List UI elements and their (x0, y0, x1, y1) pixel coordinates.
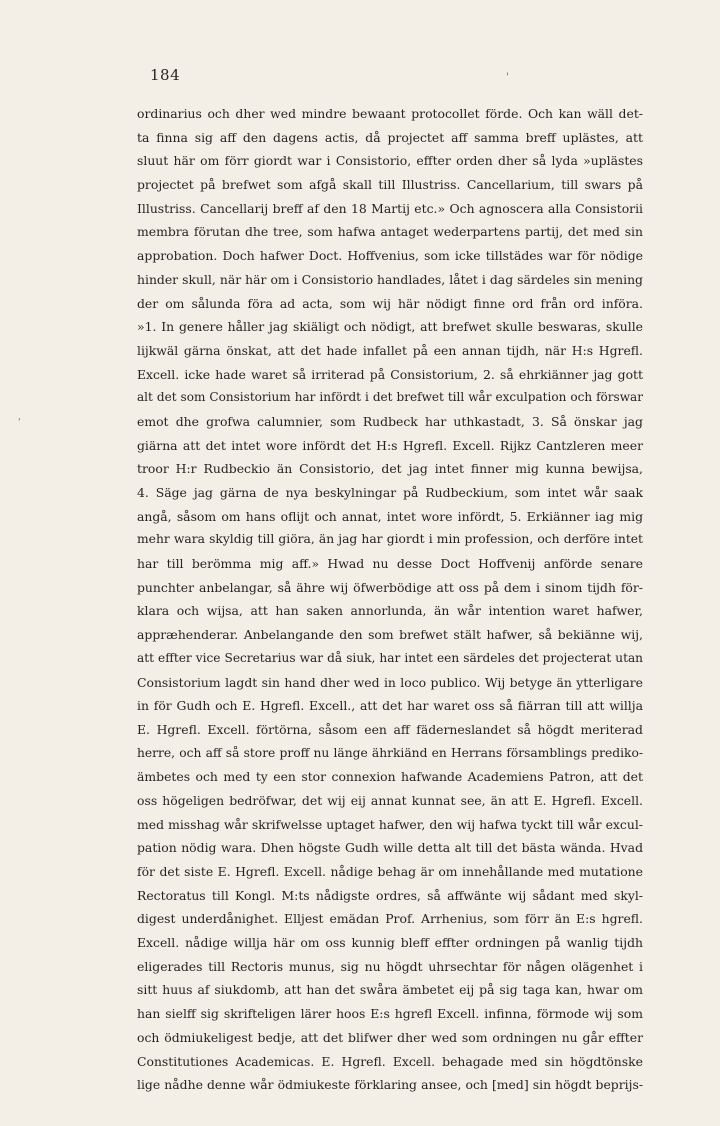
text-line: troor H:r Rudbeckio än Consistorio, det jag intet finner mig kunna bewijsa, (137, 461, 643, 477)
body-text (137, 102, 643, 1097)
text-line: angå, såsom om hans oflijt och annat, intet wore infördt, 5. Erkiänner iag mig (137, 508, 643, 524)
text-line: lige nådhe denne wår ödmiukeste förklaring ansee, och [med] sin högdt beprijs- (137, 1077, 643, 1093)
text-line: E. Hgrefl. Excell. förtörna, såsom een aff fäderneslandet så högdt meriterad (137, 721, 643, 737)
text-line: der om sålunda föra ad acta, som wij här nödigt finne ord från ord införa. (137, 295, 643, 311)
text-line: lijkwäl gärna önskat, att det hade infallet på een annan tijdh, när H:s Hgrefl. (137, 342, 643, 358)
text-line: klara och wijsa, att han saken annorlunda, än wår intention waret hafwer, (137, 603, 643, 619)
text-line: 4. Säge jag gärna de nya beskylningar på Rudbeckium, som intet wår saak (137, 485, 643, 500)
text-line: sluut här om förr giordt war i Consistorio, effter orden dher så lyda »uplästes (137, 153, 643, 169)
text-line: projectet på brefwet som afgå skall till Illustriss. Cancellarium, till swars på (137, 177, 643, 193)
text-line: oss högeligen bedröfwar, det wij eij annat kunnat see, än att E. Hgrefl. Excell. (137, 792, 643, 808)
text-line: Excell. nådige willja här om oss kunnig bleff effter ordningen på wanlig tijdh (137, 935, 643, 951)
text-line: Illustriss. Cancellarij breff af den 18 Martij etc.» Och agnoscera alla Consistorii (137, 200, 643, 216)
text-line: emot dhe grofwa calumnier, som Rudbeck har uthkastadt, 3. Så önskar jag (137, 413, 643, 429)
text-line: digest underdånighet. Elljest emädan Prof. Arrhenius, som förr än E:s hgrefl. (137, 911, 643, 927)
text-line: han sielff sig skrifteligen lärer hoos E:s hgrefl Excell. infinna, förmode wij som (137, 1006, 643, 1022)
text-line: sitt huus af siukdomb, att han det swåra ämbetet eij på sig taga kan, hwar om (137, 982, 643, 998)
text-line: har till berömma mig aff.» Hwad nu desse Doct Hoffvenij anförde senare (137, 556, 643, 572)
text-line: ta finna sig aff den dagens actis, då projectet aff samma breff uplästes, att (137, 129, 643, 145)
text-line: ämbetes och med ty een stor connexion hafwande Academiens Patron, att det (137, 769, 643, 785)
stray-mark-top: ' (506, 72, 509, 83)
text-line: Excell. icke hade waret så irriterad på Consistorium, 2. så ehrkiänner jag gott (137, 366, 643, 382)
text-line: för det siste E. Hgrefl. Excell. nådige behag är om innehållande med mutatione (137, 864, 643, 879)
text-line: »1. In genere håller jag skiäligt och nödigt, att brefwet skulle beswaras, skulle (137, 319, 643, 335)
stray-mark-left: ' (18, 418, 21, 428)
text-line: pation nödig wara. Dhen högste Gudh wille detta alt till det bästa wända. Hvad (137, 840, 643, 856)
text-line: appræhenderar. Anbelangande den som brefwet stält hafwer, så bekiänne wij, (137, 627, 643, 643)
text-line: att effter vice Secretarius war då siuk, har intet een särdeles det projecterat utan (137, 650, 643, 665)
text-line: giärna att det intet wore infördt det H:s Hgrefl. Excell. Rijkz Cantzleren meer (137, 437, 643, 453)
text-line: punchter anbelangar, så ähre wij öfwerbödige att oss på dem i sinom tijdh för- (137, 579, 643, 595)
text-line: och ödmiukeligest bedje, att det blifwer dher wed som ordningen nu går effter (137, 1029, 643, 1045)
text-line: alt det som Consistorium har infördt i det brefwet till wår exculpation och förswar (137, 390, 643, 405)
text-line: Constitutiones Academicas. E. Hgrefl. Excell. behagade med sin högdtönske (137, 1053, 643, 1069)
text-line: eligerades till Rectoris munus, sig nu högdt uhrsechtar för någen olägenhet i (137, 958, 643, 974)
text-line: approbation. Doch hafwer Doct. Hoffvenius, som icke tillstädes war för nödige (137, 248, 643, 264)
text-line: mehr wara skyldig till giöra, än jag har giordt i min profession, och derföre intet (137, 532, 643, 547)
text-line: in för Gudh och E. Hgrefl. Excell., att det har waret oss så fiärran till att willja (137, 698, 643, 714)
page-number: 184 (150, 66, 181, 84)
text-line: Consistorium lagdt sin hand dher wed in loco publico. Wij betyge än ytterligare (137, 674, 643, 690)
text-line: ordinarius och dher wed mindre bewaant protocollet förde. Och kan wäll det- (137, 106, 643, 121)
text-line: Rectoratus till Kongl. M:ts nådigste ordres, så affwänte wij sådant med skyl- (137, 887, 643, 903)
text-line: hinder skull, när här om i Consistorio handlades, låtet i dag särdeles sin mening (137, 271, 643, 287)
text-line: membra förutan dhe tree, som hafwa antaget wederpartens partij, det med sin (137, 224, 643, 240)
text-line: med misshag wår skrifwelsse uptaget hafwer, den wij hafwa tyckt till wår excul- (137, 816, 643, 832)
text-line: herre, och aff så store proff nu länge ährkiänd en Herrans församblings prediko- (137, 745, 643, 760)
